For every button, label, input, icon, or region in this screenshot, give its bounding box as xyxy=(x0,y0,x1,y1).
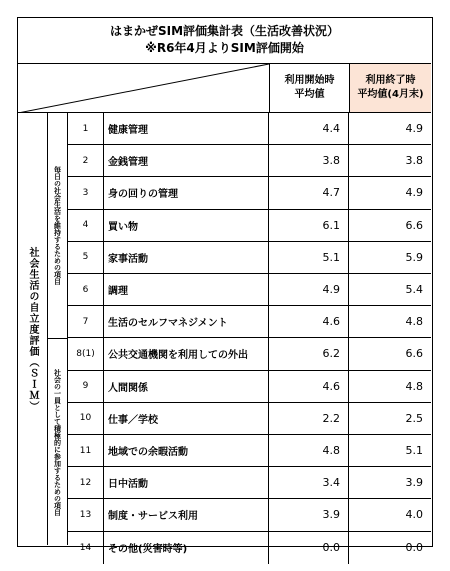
table-row xyxy=(68,145,431,177)
row-start-average: 4.6 xyxy=(269,306,349,337)
table-row xyxy=(68,113,431,145)
table-row xyxy=(68,467,431,499)
row-number: 4 xyxy=(68,210,104,241)
row-end-average: 5.9 xyxy=(405,250,423,264)
table-row xyxy=(68,177,431,209)
row-start-average: 2.2 xyxy=(269,403,349,434)
row-item-label: 制度・サービス利用 xyxy=(103,499,269,530)
row-item-label: 健康管理 xyxy=(103,113,269,144)
row-number: 3 xyxy=(68,177,104,208)
row-end-average: 6.6 xyxy=(405,347,423,361)
row-start-average: 5.1 xyxy=(269,242,349,273)
row-number: 14 xyxy=(68,532,104,564)
row-end-average: 4.9 xyxy=(405,186,423,200)
row-start-average: 6.1 xyxy=(269,210,349,241)
row-item-label: 仕事／学校 xyxy=(103,403,269,434)
table-row xyxy=(68,532,431,564)
category-main: 社会生活の自立度評価（ＳＩＭ） xyxy=(18,113,48,545)
header-end-line-2: 平均値(4月末) xyxy=(357,89,424,100)
sim-evaluation-table xyxy=(17,17,433,556)
row-start-average: 0.0 xyxy=(269,532,349,564)
row-item-label: 調理 xyxy=(103,274,269,305)
row-number: 13 xyxy=(68,499,104,530)
row-item-label: 人間関係 xyxy=(103,371,269,402)
row-end-average: 0.0 xyxy=(405,541,423,555)
row-number: 6 xyxy=(68,274,104,305)
row-start-average: 4.8 xyxy=(269,435,349,466)
row-end-average: 4.8 xyxy=(405,315,423,329)
row-number: 8(1) xyxy=(68,338,104,369)
header-diagonal-cell xyxy=(18,64,269,113)
row-item-label: その他(災害時等) xyxy=(103,532,269,564)
row-item-label: 家事活動 xyxy=(103,242,269,273)
diagonal-line xyxy=(18,64,269,113)
row-number: 10 xyxy=(68,403,104,434)
row-item-label: 地域での余暇活動 xyxy=(103,435,269,466)
row-item-label: 日中活動 xyxy=(103,467,269,498)
row-start-average: 3.8 xyxy=(269,145,349,176)
title-line-1: はまかぜSIM評価集計表（生活改善状況） xyxy=(109,24,340,38)
category-social-participation: 社会の一員として積極的に参加するための項目 xyxy=(48,339,68,545)
table-row xyxy=(68,499,431,531)
table-title xyxy=(18,18,431,64)
row-end-average: 4.8 xyxy=(405,379,423,393)
table-row xyxy=(68,274,431,306)
row-start-average: 4.4 xyxy=(269,113,349,144)
header-start-line-2: 平均値 xyxy=(294,89,325,100)
row-item-label: 買い物 xyxy=(103,210,269,241)
table-row xyxy=(68,242,431,274)
row-start-average: 6.2 xyxy=(269,338,349,369)
row-number: 1 xyxy=(68,113,104,144)
row-number: 2 xyxy=(68,145,104,176)
row-item-label: 金銭管理 xyxy=(103,145,269,176)
row-number: 12 xyxy=(68,467,104,498)
table-row xyxy=(68,306,431,338)
row-number: 7 xyxy=(68,306,104,337)
row-end-average: 3.8 xyxy=(405,154,423,168)
row-item-label: 身の回りの管理 xyxy=(103,177,269,208)
row-number: 5 xyxy=(68,242,104,273)
row-start-average: 3.9 xyxy=(269,499,349,530)
table-row xyxy=(68,210,431,242)
title-line-2: ※R6年4月よりSIM評価開始 xyxy=(145,41,304,55)
row-start-average: 3.4 xyxy=(269,467,349,498)
row-end-average: 5.1 xyxy=(405,444,423,458)
header-end-average xyxy=(349,64,431,113)
row-start-average: 4.7 xyxy=(269,177,349,208)
header-start-line-1: 利用開始時 xyxy=(284,75,335,86)
table-row xyxy=(68,371,431,403)
table-row xyxy=(68,403,431,435)
row-item-label: 生活のセルフマネジメント xyxy=(103,306,269,337)
category-daily-life: 毎日の社会生活を維持するための項目 xyxy=(48,113,68,339)
row-end-average: 3.9 xyxy=(405,476,423,490)
table-row xyxy=(68,435,431,467)
header-start-average xyxy=(269,64,349,113)
row-number: 9 xyxy=(68,371,104,402)
row-end-average: 6.6 xyxy=(405,218,423,232)
row-end-average: 2.5 xyxy=(405,411,423,425)
row-end-average: 5.4 xyxy=(405,283,423,297)
row-end-average: 4.0 xyxy=(405,508,423,522)
row-start-average: 4.6 xyxy=(269,371,349,402)
row-end-average: 4.9 xyxy=(405,122,423,136)
header-end-line-1: 利用終了時 xyxy=(365,75,416,86)
row-start-average: 4.9 xyxy=(269,274,349,305)
row-number: 11 xyxy=(68,435,104,466)
row-item-label: 公共交通機関を利用しての外出 xyxy=(103,338,269,369)
table-row xyxy=(68,338,431,370)
